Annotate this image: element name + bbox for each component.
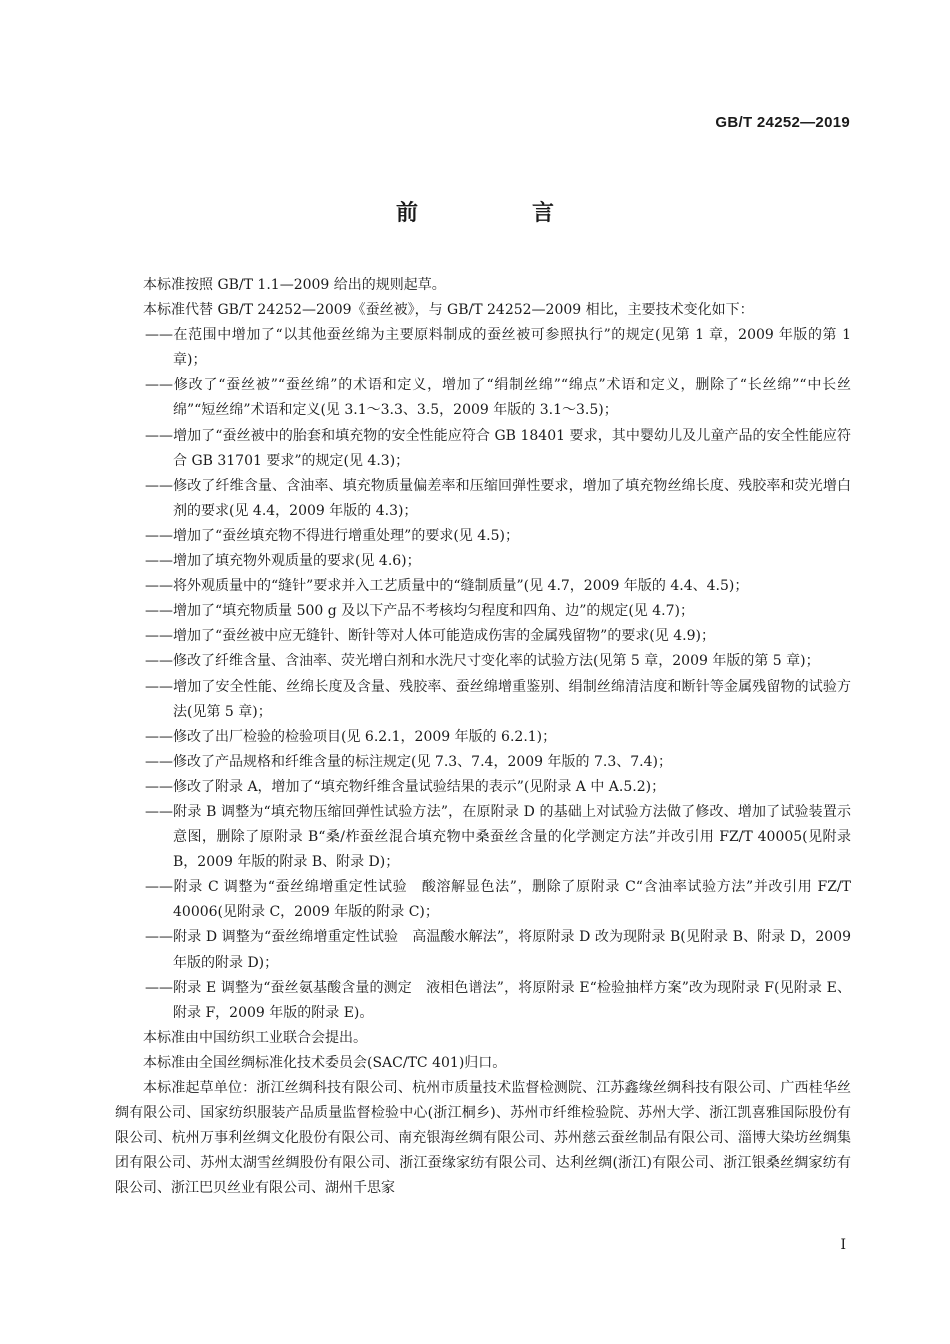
list-item: ——附录 B 调整为“填充物压缩回弹性试验方法”，在原附录 D 的基础上对试验方法做了修改、增加了试验装置示意图，删除了原附录 B“桑/柞蚕丝混合填充物中桑蚕丝含量的化学测定方法”并改引用 FZ/T 40005(见附录 B，2009 年版的附录 B、附录 D)； (145, 803, 851, 871)
foreword-body (115, 273, 851, 1201)
list-item: ——修改了纤维含量、含油率、填充物质量偏差率和压缩回弹性要求，增加了填充物丝绵长度、残胶率和荧光增白剂的要求(见 4.4，2009 年版的 4.3)； (145, 477, 851, 519)
list-item: ——将外观质量中的“缝针”要求并入工艺质量中的“缝制质量”(见 4.7，2009 年版的 4.4、4.5)； (145, 578, 749, 595)
paragraph: 本标准由全国丝绸标准化技术委员会(SAC/TC 401)归口。 (143, 1054, 507, 1071)
changes-list (115, 323, 851, 1026)
list-item: ——增加了“填充物质量 500 g 及以下产品不考核均匀程度和四角、边”的规定(见 4.7)； (145, 603, 694, 620)
paragraph: 本标准由中国纺织工业联合会提出。 (143, 1029, 367, 1046)
list-item: ——修改了产品规格和纤维含量的标注规定(见 7.3、7.4，2009 年版的 7.3、7.4)； (145, 753, 672, 770)
list-item: ——修改了附录 A，增加了“填充物纤维含量试验结果的表示”(见附录 A 中 A.5.2)； (145, 778, 666, 795)
list-item: ——附录 E 调整为“蚕丝氨基酸含量的测定 液相色谱法”，将原附录 E“检验抽样方案”改为现附录 F(见附录 E、附录 F，2009 年版的附录 E)。 (145, 979, 851, 1021)
page-title: 前 言 (395, 201, 600, 226)
paragraph: 本标准按照 GB/T 1.1—2009 给出的规则起草。 (143, 277, 446, 293)
list-item: ——修改了“蚕丝被”“蚕丝绵”的术语和定义，增加了“绢制丝绵”“绵点”术语和定义，删除了“长丝绵”“中长丝绵”“短丝绵”术语和定义(见 3.1～3.3、3.5，2009 年版的 3.1～3.5)； (145, 377, 851, 419)
list-item: ——增加了填充物外观质量的要求(见 4.6)； (145, 553, 421, 570)
standard-number: GB/T 24252—2019 (715, 114, 850, 131)
list-item: ——修改了纤维含量、含油率、荧光增白剂和水洗尺寸变化率的试验方法(见第 5 章，2009 年版的第 5 章)； (145, 653, 820, 670)
list-item: ——附录 C 调整为“蚕丝绵增重定性试验 酸溶解显色法”，删除了原附录 C“含油率试验方法”并改引用 FZ/T 40006(见附录 C，2009 年版的附录 C)； (145, 879, 851, 921)
list-item: ——增加了“蚕丝被中应无缝针、断针等对人体可能造成伤害的金属残留物”的要求(见 4.9)； (145, 628, 715, 645)
paragraph: 本标准代替 GB/T 24252—2009《蚕丝被》，与 GB/T 24252—2009 相比，主要技术变化如下： (143, 302, 754, 319)
list-item: ——在范围中增加了“以其他蚕丝绵为主要原料制成的蚕丝被可参照执行”的规定(见第 1 章，2009 年版的第 1 章)； (145, 327, 851, 369)
paragraph: 本标准起草单位：浙江丝绸科技有限公司、杭州市质量技术监督检测院、江苏鑫缘丝绸科技有限公司、广西桂华丝绸有限公司、国家纺织服装产品质量监督检验中心(浙江桐乡)、苏州市纤维检验院、苏州大学、浙江凯喜雅国际股份有限公司、杭州万事利丝绸文化股份有限公司、南充银海丝绸有限公司、苏州慈云蚕丝制品有限公司、淄博大染坊丝绸集团有限公司、苏州太湖雪丝绸股份有限公司、浙江蚕缘家纺有限公司、达利丝绸(浙江)有限公司、浙江银桑丝绸家纺有限公司、浙江巴贝丝业有限公司、湖州千思家 (115, 1080, 851, 1197)
list-item: ——修改了出厂检验的检验项目(见 6.2.1，2009 年版的 6.2.1)； (145, 728, 557, 745)
list-item: ——附录 D 调整为“蚕丝绵增重定性试验 高温酸水解法”，将原附录 D 改为现附录 B(见附录 B、附录 D，2009 年版的附录 D)； (145, 929, 851, 971)
list-item: ——增加了安全性能、丝绵长度及含量、残胶率、蚕丝绵增重鉴别、绢制丝绵清洁度和断针等金属残留物的试验方法(见第 5 章)； (145, 678, 851, 720)
list-item: ——增加了“蚕丝填充物不得进行增重处理”的要求(见 4.5)； (145, 527, 519, 544)
page-number: I (840, 1237, 846, 1253)
list-item: ——增加了“蚕丝被中的胎套和填充物的安全性能应符合 GB 18401 要求，其中婴幼儿及儿童产品的安全性能应符合 GB 31701 要求”的规定(见 4.3)； (145, 427, 851, 469)
